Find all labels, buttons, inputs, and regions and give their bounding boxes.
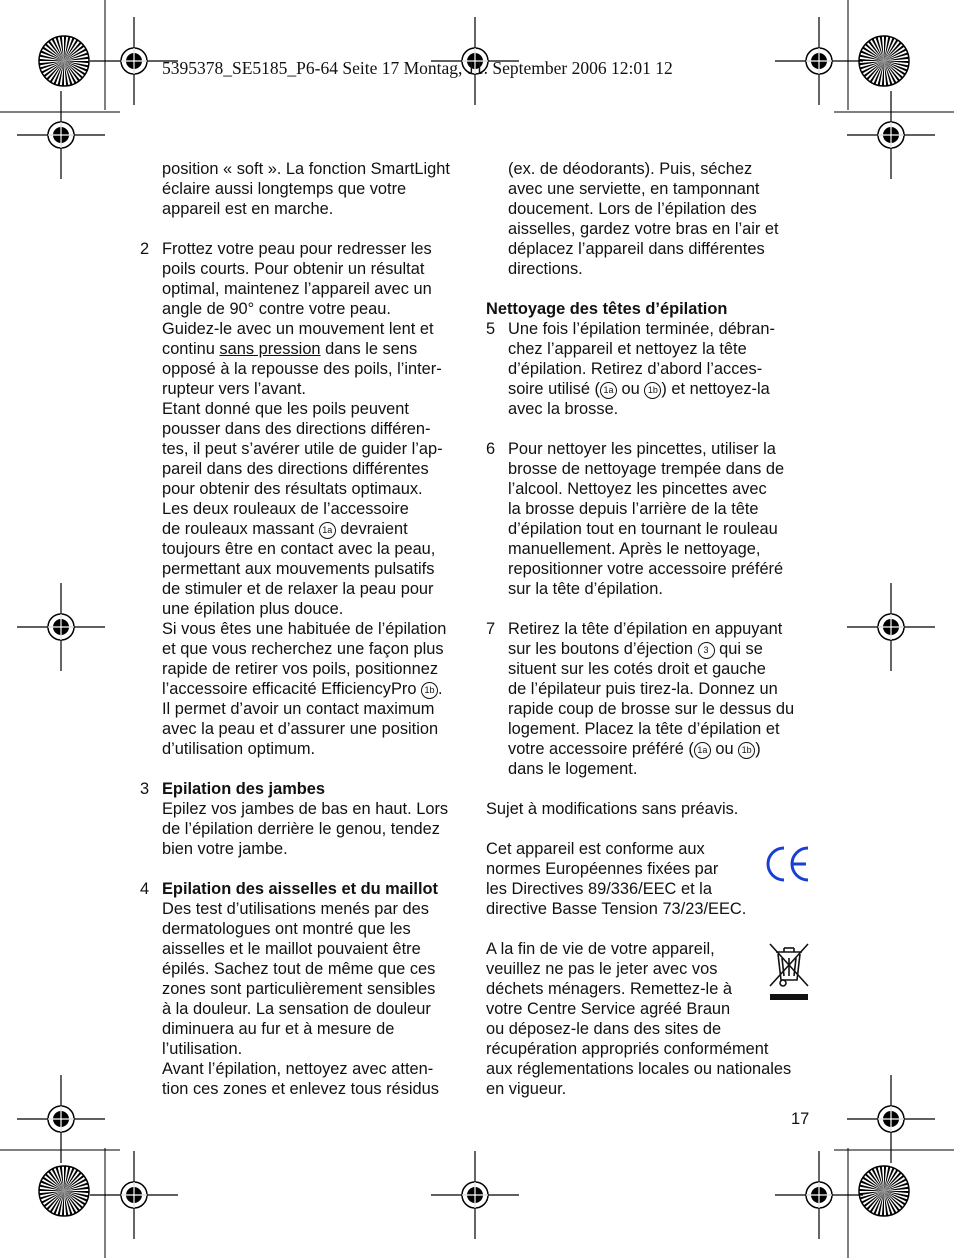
starburst-target-icon (39, 1166, 89, 1216)
crossed-out-wheelie-bin-icon (766, 940, 812, 1004)
registration-mark-icon (847, 91, 935, 179)
symbol-1a-icon: 1a (600, 382, 617, 399)
registration-mark-icon (17, 583, 105, 671)
step-2: 2 Frottez votre peau pour redresser les poils courts. Pour obtenir un résultat optimal, maintenez l’appareil avec un angle de 90° contre votre peau. Guidez-le avec un mouvement lent et continu sans pression dans le sens opposé à la repousse des poils, l’inter- rupteur vers l’avant. Etant donné que les poils peuvent pousser dans des directions différen- tes, il peut s’avérer utile de guider l’ap- pareil dans des directions différentes pour obtenir des résultats optimaux. Les deux rouleaux de l’accessoire de rouleaux massant 1a devraient toujours être en contact avec la peau, permettant aux mouvements pulsatifs de stimuler et de relaxer la peau pour une épilation plus douce. Si vous êtes une habituée de l’épilation et que vous recherchez une façon plus rapide de retirer vos poils, positionnez l’accessoire efficacité EfficiencyPro 1b . Il permet d’avoir un contact maximum avec la peau et d’assurer une position d’utilisation optimum. (140, 240, 447, 758)
disposal-paragraph: A la fin de vie de votre appareil, veuillez ne pas le jeter avec vos déchets ménagers. Remettez-le à votre Centre Service agréé Braun ou déposez-le dans des sites de récupération appropriés conformément aux réglementations locales ou nationales en vigueur. (486, 940, 792, 1098)
step-6: 6 Pour nettoyer les pincettes, utiliser la brosse de nettoyage trempée dans de l’alcool. Nettoyez les pincettes avec la brosse depuis l’arrière de la tête d’épilation tout en tournant le rouleau manuellement. Après le nettoyage, repositionner votre accessoire préféré sur la tête d’épilation. (486, 440, 785, 598)
continued-paragraph: (ex. de déodorants). Puis, séchez avec une serviette, en tamponnant doucement. Lors de l’épilation des aisselles, gardez votre bras en l’air et déplacez l’appareil dans différentes directions. (508, 160, 779, 278)
page-number: 17 (791, 1110, 810, 1128)
section-heading: Epilation des aisselles et du maillot (162, 880, 438, 898)
disclaimer: Sujet à modifications sans préavis. (486, 800, 739, 818)
left-column (140, 159, 470, 1099)
symbol-1b-icon: 1b (421, 682, 438, 699)
symbol-1a-icon: 1a (694, 742, 711, 759)
section-heading: Nettoyage des têtes d’épilation (486, 300, 728, 318)
symbol-1b-icon: 1b (738, 742, 755, 759)
starburst-target-icon (859, 1166, 909, 1216)
step-number: 6 (486, 440, 496, 458)
step-5: 5 Une fois l’épilation terminée, débran- chez l’appareil et nettoyez la tête d’épilation. Retirez d’abord l’acces- soire utilisé ( 1a ou 1b ) et nettoyez-la avec la brosse. (486, 320, 775, 418)
step-number: 2 (140, 240, 150, 258)
ce-mark-icon (764, 842, 814, 886)
registration-mark-icon (90, 1151, 178, 1239)
registration-mark-icon (17, 91, 105, 179)
section-heading: Epilation des jambes (162, 780, 326, 798)
step-3: 3 Epilation des jambes Epilez vos jambes de bas en haut. Lors de l’épilation derrière le genou, tendez bien votre jambe. (140, 779, 470, 859)
conformity-paragraph: Cet appareil est conforme aux normes Européennes fixées par les Directives 89/336/EEC et la directive Basse Tension 73/23/EEC. (486, 840, 747, 918)
underlined-text: sans pression (219, 340, 321, 358)
registration-mark-icon (775, 1151, 863, 1239)
starburst-target-icon (859, 36, 909, 86)
registration-mark-icon (847, 583, 935, 671)
step-7: 7 Retirez la tête d’épilation en appuyant sur les boutons d’éjection 3 qui se situent sur les cotés droit et gauche de l’épilateur puis tirez-la. Donnez un rapide coup de brosse sur le dessus du logement. Placez la tête d’épilation et votre accessoire préféré ( 1a ou 1b ) dans le logement. (486, 620, 795, 778)
print-header: 5395378_SE5185_P6-64 Seite 17 Montag, 11. September 2006 12:01 12 (162, 58, 673, 78)
symbol-3-icon: 3 (698, 642, 715, 659)
step-number: 3 (140, 780, 150, 798)
registration-mark-icon (431, 1151, 519, 1239)
step-number: 5 (486, 320, 496, 338)
registration-mark-icon (775, 17, 863, 105)
starburst-target-icon (39, 36, 89, 86)
symbol-1b-icon: 1b (644, 382, 661, 399)
step-number: 4 (140, 880, 150, 898)
step-number: 7 (486, 620, 496, 638)
step-4: 4 Epilation des aisselles et du maillot Des test d’utilisations menés par des dermatologues ont montré que les aisselles et le maillot pouvaient être épilés. Sachez tout de même que ces zones sont particulièrement sensibles à la douleur. La sensation de douleur diminuera au fur et à mesure de l’utilisation. Avant l’épilation, nettoyez avec atten- tion ces zones et enlevez tous résidus (140, 879, 470, 1099)
symbol-1a-icon: 1a (319, 522, 336, 539)
intro-paragraph: position « soft ». La fonction SmartLight éclaire aussi longtemps que votre appareil est en marche. (162, 160, 450, 218)
